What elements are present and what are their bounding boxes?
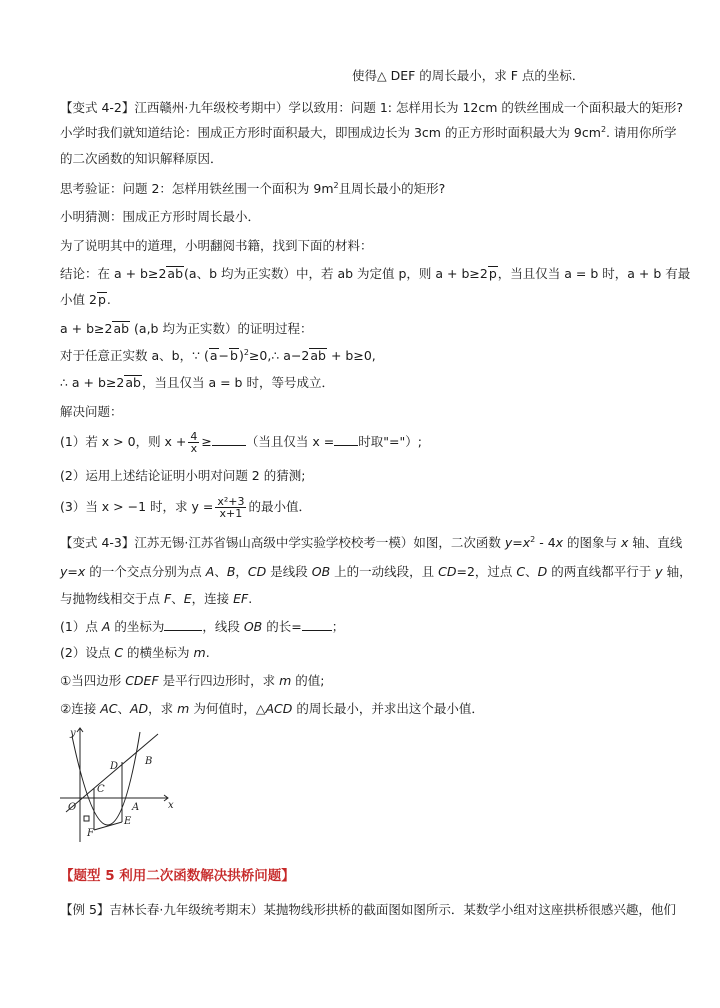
math-var: CD	[247, 564, 267, 579]
text-run: ，连接	[191, 591, 234, 606]
text-run: 【变式 4-3】江苏无锡·江苏省锡山高级中学实验学校校考一模）如图，二次函数	[60, 535, 505, 550]
answer-blank[interactable]	[164, 630, 202, 631]
label-o: O	[68, 802, 77, 813]
text-run: (1）点	[60, 619, 102, 634]
superscript: 2	[333, 180, 339, 190]
math-var: x	[77, 564, 86, 579]
text-run: - 4	[535, 535, 556, 550]
answer-blank[interactable]	[212, 445, 246, 446]
label-b: B	[145, 756, 153, 767]
text-line	[60, 591, 252, 607]
text-run: =2，过点	[456, 564, 517, 579]
math-var: E	[183, 591, 192, 606]
text-run: ，线段	[202, 619, 244, 634]
text-line	[60, 292, 111, 308]
text-run: =	[512, 535, 523, 550]
text-line: (2）运用上述结论证明小明对问题 2 的猜测;	[60, 468, 306, 483]
text-run: 、	[214, 564, 227, 579]
text-run: a + b≥2	[60, 321, 113, 336]
text-run: .	[106, 292, 111, 307]
label-c: C	[97, 784, 105, 795]
sqrt-p: p	[488, 266, 497, 281]
text-run: 的周长最小，并求出这个最小值．	[292, 701, 484, 716]
denominator: x+1	[219, 507, 243, 520]
text-line	[60, 430, 422, 454]
math-var: EF	[233, 591, 249, 606]
text-run: (a、b 均为正实数）中，若 ab 为定值 p，则 a + b≥2	[184, 266, 488, 281]
numerator: 4	[190, 430, 198, 443]
section-heading: 【题型 5 利用二次函数解决拱桥问题】	[60, 868, 295, 884]
text-run: ≥0,∴ a−2	[248, 348, 310, 363]
text-run: ∴ a + b≥2	[60, 375, 125, 390]
text-run: (3）当 x > −1 时，求 y =	[60, 499, 214, 514]
text-line	[60, 701, 484, 717]
text-line: 解决问题：	[60, 404, 123, 419]
text-line	[60, 535, 682, 551]
text-line	[60, 348, 376, 364]
math-var: C	[516, 564, 526, 579]
math-var: y	[60, 564, 68, 579]
text-run: 的坐标为	[110, 619, 165, 634]
text-run: ；	[331, 619, 345, 634]
text-line: 为了说明其中的道理，小明翻阅书籍，找到下面的材料：	[60, 238, 373, 253]
text-run: 对于任意正实数 a、b，∵ (	[60, 348, 209, 363]
sqrt-p: p	[97, 292, 106, 307]
text-run: 、	[525, 564, 538, 579]
label-x: x	[168, 800, 174, 811]
text-run: 的长=	[262, 619, 302, 634]
text-run: −	[218, 348, 230, 363]
math-var: m	[193, 645, 206, 660]
right-angle-mark	[84, 816, 89, 821]
text-line	[60, 673, 324, 689]
text-run: 与抛物线相交于点	[60, 591, 164, 606]
math-var: y	[504, 535, 513, 550]
math-var: ACD	[265, 701, 293, 716]
text-line: 使得△ DEF 的周长最小，求 F 点的坐标．	[352, 68, 585, 83]
sqrt-ab: ab	[310, 348, 326, 363]
text-line: 的二次函数的知识解释原因．	[60, 151, 223, 166]
text-line	[60, 645, 210, 661]
sqrt-ab: ab	[167, 266, 184, 281]
text-run: 思考验证：问题 2：怎样用铁丝围一个面积为 9m	[60, 181, 334, 196]
superscript: 2	[243, 347, 249, 357]
text-run: .	[248, 591, 253, 606]
text-line	[60, 181, 445, 197]
math-var: A	[205, 564, 215, 579]
text-line	[60, 619, 344, 635]
text-run: ①当四边形	[60, 673, 126, 688]
numerator: x²+3	[217, 495, 245, 508]
text-run: 时取"="）;	[358, 434, 422, 449]
math-var: OB	[311, 564, 331, 579]
math-var: x	[621, 535, 629, 550]
math-var: F	[163, 591, 172, 606]
math-var: m	[279, 673, 292, 688]
fraction-4-over-x	[188, 431, 199, 454]
math-var: CDEF	[125, 673, 159, 688]
math-var: x	[555, 535, 564, 550]
text-run: 、	[171, 591, 184, 606]
math-var: AD	[129, 701, 149, 716]
answer-blank[interactable]	[334, 445, 358, 446]
text-run: =	[67, 564, 78, 579]
superscript: 2	[530, 534, 536, 544]
text-run: (2）设点	[60, 645, 115, 660]
text-line	[60, 266, 690, 282]
label-e: E	[124, 816, 132, 827]
fraction-expression	[215, 496, 246, 519]
text-line	[60, 494, 311, 520]
label-d: D	[110, 761, 119, 772]
text-run: 轴，	[662, 564, 692, 579]
label-f: F	[87, 828, 94, 839]
text-run: + b≥0,	[326, 348, 376, 363]
text-line: 【变式 4-2】江西赣州·九年级校考期中）学以致用：问题 1: 怎样用长为 12cm 的铁丝围成一个面积最大的矩形?	[60, 100, 684, 115]
text-run: 、	[117, 701, 130, 716]
text-run: ，当且仅当 a = b 时，等号成立．	[141, 375, 334, 390]
text-run: (1）若 x > 0，则 x +	[60, 434, 187, 449]
text-run: ，求	[148, 701, 178, 716]
text-run: ，	[235, 564, 248, 579]
label-a: A	[132, 802, 140, 813]
text-run: 是线段	[266, 564, 312, 579]
text-run: 小学时我们就知道结论：围成正方形时面积最大，即围成边长为 3cm 的正方形时面积最大为 9cm	[60, 125, 601, 140]
answer-blank[interactable]	[302, 630, 332, 631]
sqrt-a: a	[209, 348, 218, 363]
text-line: 小明猜测：围成正方形时周长最小．	[60, 209, 261, 224]
math-var: AC	[100, 701, 118, 716]
sqrt-ab: ab	[113, 321, 130, 336]
text-run: 小值 2	[60, 292, 97, 307]
math-var: OB	[243, 619, 263, 634]
denominator: x	[190, 442, 198, 455]
text-run: ≥	[201, 434, 212, 449]
text-line	[60, 321, 312, 337]
parabola-figure	[60, 726, 180, 844]
text-run: )	[238, 348, 244, 363]
math-var: CD	[438, 564, 457, 579]
text-run: 上的一动线段，且	[330, 564, 439, 579]
text-run: 结论：在 a + b≥2	[60, 266, 167, 281]
text-line: 【例 5】吉林长春·九年级统考期末）某抛物线形拱桥的截面图如图所示．某数学小组对这座拱桥很感兴趣，他们	[60, 902, 676, 917]
text-line	[60, 375, 334, 391]
math-var: y	[655, 564, 663, 579]
text-run: 的横坐标为	[123, 645, 194, 660]
text-run: 的图象与	[563, 535, 622, 550]
text-run: 为何值时，△	[189, 701, 266, 716]
text-run: 轴、直线	[628, 535, 683, 550]
text-run: 是平行四边形时，求	[158, 673, 280, 688]
math-var: C	[114, 645, 124, 660]
segment-ef	[94, 822, 122, 830]
label-y: y	[70, 728, 76, 739]
text-run: 的两直线都平行于	[547, 564, 656, 579]
text-run: ②连接	[60, 701, 101, 716]
text-run: (a,b 均为正实数）的证明过程：	[130, 321, 313, 336]
text-run: 的值;	[291, 673, 325, 688]
text-run: 且周长最小的矩形?	[338, 181, 446, 196]
math-var: D	[537, 564, 548, 579]
superscript: 2	[600, 124, 607, 134]
text-run: 的一个交点分别为点	[85, 564, 206, 579]
math-var: B	[226, 564, 236, 579]
text-line	[60, 125, 676, 141]
text-line	[60, 564, 692, 580]
text-run: . 请用你所学	[606, 125, 677, 140]
text-run: 的最小值．	[248, 499, 311, 514]
sqrt-ab: ab	[125, 375, 141, 390]
text-run: .	[205, 645, 210, 660]
text-run: （当且仅当 x =	[245, 434, 335, 449]
sqrt-b: b	[230, 348, 238, 363]
math-var: A	[101, 619, 111, 634]
text-run: ，当且仅当 a = b 时，a + b 有最	[497, 266, 691, 281]
math-var: x	[522, 535, 531, 550]
math-var: m	[177, 701, 190, 716]
